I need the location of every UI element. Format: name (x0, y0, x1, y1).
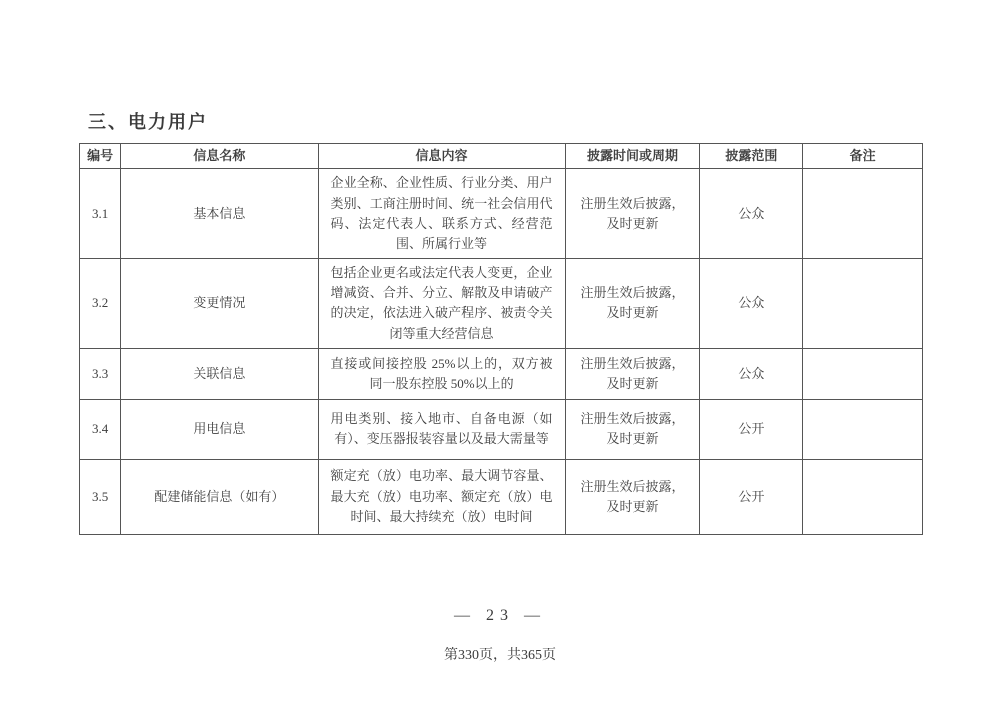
cell-name: 变更情况 (121, 259, 318, 349)
cell-remark (803, 459, 923, 534)
cell-scope: 公众 (700, 169, 803, 259)
header-id: 编号 (80, 144, 121, 169)
cell-content: 企业全称、企业性质、行业分类、用户类别、工商注册时间、统一社会信用代码、法定代表人、联系方式、经营范围、所属行业等 (318, 169, 565, 259)
cell-content: 用电类别、接入地市、自备电源（如有）、变压器报装容量以及最大需量等 (318, 399, 565, 459)
table-row (80, 348, 923, 399)
cell-remark (803, 399, 923, 459)
cell-id: 3.1 (80, 169, 121, 259)
cell-scope: 公开 (700, 459, 803, 534)
cell-time: 注册生效后披露，及时更新 (565, 459, 700, 534)
table-row (80, 169, 923, 259)
cell-content: 包括企业更名或法定代表人变更，企业增减资、合并、分立、解散及申请破产的决定，依法进入破产程序、被责令关闭等重大经营信息 (318, 259, 565, 349)
header-scope: 披露范围 (700, 144, 803, 169)
cell-id: 3.3 (80, 348, 121, 399)
cell-content: 直接或间接控股 25%以上的，双方被同一股东控股 50%以上的 (318, 348, 565, 399)
cell-remark (803, 169, 923, 259)
table-row (80, 459, 923, 534)
cell-remark (803, 259, 923, 349)
header-remark: 备注 (803, 144, 923, 169)
cell-name: 关联信息 (121, 348, 318, 399)
cell-id: 3.4 (80, 399, 121, 459)
cell-id: 3.5 (80, 459, 121, 534)
cell-id: 3.2 (80, 259, 121, 349)
table-row (80, 259, 923, 349)
cell-name: 配建储能信息（如有） (121, 459, 318, 534)
cell-scope: 公开 (700, 399, 803, 459)
header-name: 信息名称 (121, 144, 318, 169)
table-header-row (80, 144, 923, 169)
table-row (80, 399, 923, 459)
cell-time: 注册生效后披露，及时更新 (565, 169, 700, 259)
disclosure-table (79, 143, 923, 535)
cell-time: 注册生效后披露，及时更新 (565, 348, 700, 399)
cell-name: 用电信息 (121, 399, 318, 459)
cell-scope: 公众 (700, 259, 803, 349)
header-time: 披露时间或周期 (565, 144, 700, 169)
cell-time: 注册生效后披露，及时更新 (565, 259, 700, 349)
cell-content: 额定充（放）电功率、最大调节容量、最大充（放）电功率、额定充（放）电时间、最大持续充（放）电时间 (318, 459, 565, 534)
cell-name: 基本信息 (121, 169, 318, 259)
page-count-info: 第330页，共365页 (444, 648, 556, 663)
cell-remark (803, 348, 923, 399)
cell-scope: 公众 (700, 348, 803, 399)
page-number-marker: — 23 — (454, 607, 546, 624)
header-content: 信息内容 (318, 144, 565, 169)
section-title: 三、电力用户 (88, 112, 208, 132)
cell-time: 注册生效后披露，及时更新 (565, 399, 700, 459)
